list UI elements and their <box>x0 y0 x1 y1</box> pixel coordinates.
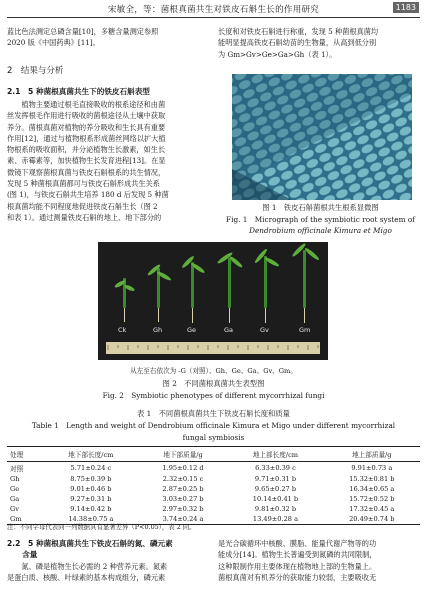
cell: Gh <box>10 475 20 483</box>
cell: 9.71±0.31 b <box>254 475 297 483</box>
left-intro-text: 蓝比色法测定总磷含量[10]，多糖含量测定参照 2020 版《中国药典》[11]。 <box>7 27 159 48</box>
cell: 20.49±0.74 b <box>324 514 420 525</box>
table1 <box>7 446 420 525</box>
cell: 对照 <box>10 465 24 473</box>
col-aboveground-length: 地上部长度/cm <box>227 447 323 462</box>
cell: 1.95±0.12 d <box>162 464 204 472</box>
label-ge: Ge <box>187 326 197 334</box>
plant-ga <box>216 256 244 324</box>
cell: Ge <box>10 485 20 493</box>
plant-ge <box>180 260 206 324</box>
cell: 3.74±0.24 a <box>139 514 227 525</box>
section-heading: 2 结果与分析 <box>7 66 64 76</box>
cell: 15.32±0.81 b <box>349 475 395 483</box>
page-header <box>0 0 427 18</box>
table-row <box>7 462 420 475</box>
right-intro-text: 长度和对铁皮石斛进行称重，发现 5 种菌根真菌均 能明显提高铁皮石斛幼苗的生物量，从高到低分别 为 Gm>Gv>Ge>Ga>Gh（表 1）。 <box>218 27 379 59</box>
cell: 15.72±0.52 b <box>349 495 395 503</box>
bottom-right-body: 是光合碳循环中核酸、膜脂、能量代谢产物等的功 能成分[14]。植物生长普遍受到氮磷的共同限制， 这种限制作用主要体现在植物地上部的生物量上。 菌根真菌对有机养分的获取能力较弱，主要吸收无 <box>218 539 377 582</box>
running-title: 宋敏全，等：菌根真菌共生对铁皮石斛生长的作用研究 <box>107 5 320 15</box>
fig2-legend: 从左至右依次为 -G（对照）、Gh、Ge、Ga、Gv、Gm。 <box>130 367 297 375</box>
cell: 9.27±0.31 b <box>70 495 112 503</box>
micrograph-image <box>232 74 412 200</box>
cell: 5.71±0.24 c <box>70 464 112 472</box>
plant-gh <box>146 266 172 324</box>
subsection-heading: 2.1 5 种菌根真菌共生下的铁皮石斛表型 <box>7 87 150 96</box>
left-body-text: 植物主要通过根毛直接吸收的根系途径和由菌 丝发挥根毛作用进行吸收的菌根途径从土壤中获取 养分。菌根真菌对植物的养分吸收和生长具有重要 作用[12]，通过与植物根系形成菌丝网络以扩大植 物根系的吸收面积，并分泌植物生长激素，如生长 素、赤霉素等，加快植物生长发育进程[13]。在显 微镜下观察菌根真菌与铁皮石斛根系的共生情况， 发现 5 种菌根真菌都可与铁皮石斛形成共生关系 (图 1)，与铁皮石斛共生培养 180 d 后发现 5 种菌 根真菌均能不同程度地促进铁皮石斛生长（图 2 和表 1）。通过测量铁皮石斛的地上、地下部分的 <box>7 100 169 222</box>
cell: Gv <box>10 505 19 513</box>
cell: 10.14±0.41 b <box>252 495 299 503</box>
table1-title-en-cont: fungal symbiosis <box>182 433 245 442</box>
fig1-caption-en: Fig. 1 Micrograph of the symbiotic root system of <box>226 215 415 224</box>
table1-note: 注：不同字母代表同一列数据具有显著差异（P<0.05），表 2 同。 <box>7 523 196 531</box>
table1-title-cn: 表 1 不同菌根真菌共生下铁皮石斛长度和质量 <box>137 409 290 418</box>
cell: 2.32±0.15 c <box>162 475 204 483</box>
table-header-row <box>7 447 420 462</box>
cell: 16.34±0.65 a <box>349 485 395 493</box>
table-row <box>7 484 420 494</box>
cell: 14.38±0.75 a <box>43 514 139 525</box>
cell: 13.49±0.28 a <box>227 514 323 525</box>
cell: 9.91±0.73 a <box>351 464 393 472</box>
phenotype-labels <box>98 326 328 338</box>
col-underground-weight: 地下部质量/g <box>139 447 227 462</box>
label-gh: Gh <box>153 326 163 334</box>
ruler <box>106 342 320 354</box>
table-row <box>7 474 420 484</box>
cell: 9.01±0.46 b <box>70 485 112 493</box>
plant-ck <box>112 278 138 324</box>
page-number: 1183 <box>393 2 419 13</box>
header-rule <box>7 17 420 18</box>
phenotype-photo <box>98 242 328 360</box>
cell: 2.97±0.32 b <box>162 505 204 513</box>
cell: 17.32±0.45 a <box>349 505 395 513</box>
cell: 2.87±0.25 b <box>162 485 204 493</box>
bottom-left-body: 氮、磷是植物生长必需的 2 种营养元素。氮素 是蛋白质、核酸、叶绿素的基本构成组分，磷元素 <box>7 562 168 583</box>
label-gm: Gm <box>299 326 311 334</box>
table1-title-en: Table 1 Length and weight of Dendrobium officinale Kimura et Migo under different mycorrhizal <box>31 421 396 430</box>
fig2-caption-cn: 图 2 不同菌根真菌共生表型图 <box>162 379 265 388</box>
label-ga: Ga <box>224 326 234 334</box>
cell: 8.75±0.39 b <box>70 475 112 483</box>
col-underground-length: 地下部长度/cm <box>43 447 139 462</box>
cell: 3.03±0.27 b <box>162 495 204 503</box>
plant-gm <box>290 248 320 324</box>
table-row <box>7 504 420 514</box>
cell: Gm <box>7 514 43 525</box>
fig1-caption-cn: 图 1 铁皮石斛菌根共生根系显微图 <box>262 203 379 212</box>
cell: 9.81±0.32 b <box>254 505 297 513</box>
label-gv: Gv <box>260 326 269 334</box>
subsection-2-2-heading: 2.2 5 种菌根真菌共生下铁皮石斛的氮、磷元素 含量 <box>7 539 173 559</box>
table-row <box>7 494 420 504</box>
label-ck: Ck <box>118 326 127 334</box>
cell: 9.65±0.27 b <box>254 485 297 493</box>
cell: Ga <box>10 495 20 503</box>
plant-gv <box>252 254 280 324</box>
col-treatment: 处理 <box>7 447 43 462</box>
fig2-caption-en: Fig. 2 Symbiotic phenotypes of different mycorrhizal fungi <box>102 391 325 400</box>
col-aboveground-weight: 地上部质量/g <box>324 447 420 462</box>
micrograph-cells <box>232 74 412 200</box>
cell: 6.33±0.39 c <box>255 464 296 472</box>
cell: 9.14±0.42 b <box>70 505 112 513</box>
fig1-caption-en-species: Dendrobium officinale Kimura et Migo <box>249 226 392 235</box>
